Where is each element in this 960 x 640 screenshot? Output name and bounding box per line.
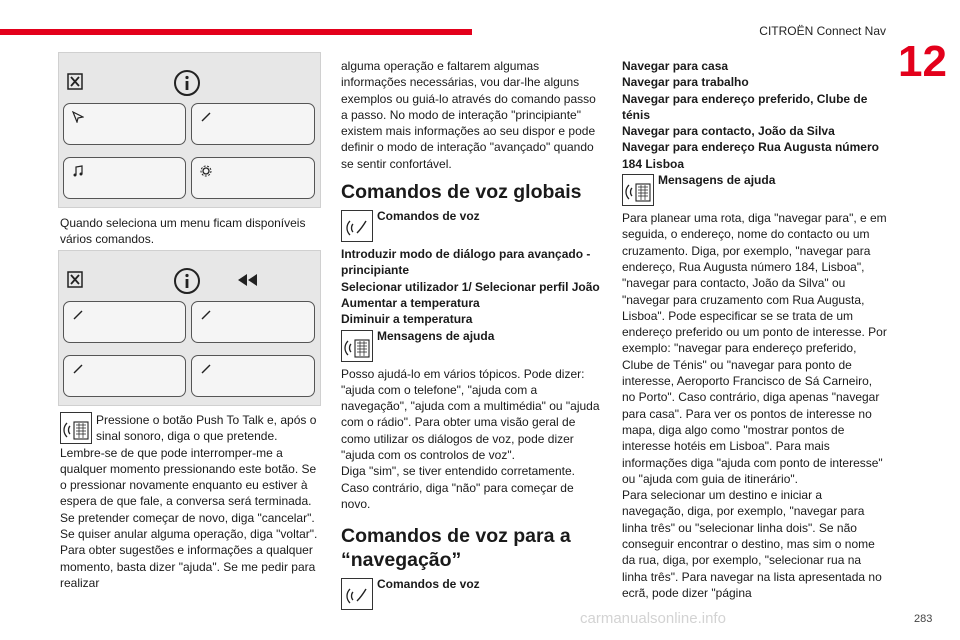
push-to-talk-line2: sinal sonoro, diga o que pretende. [96,429,278,444]
help-messages-row [341,330,603,362]
help-messages-label-2: Mensagens de ajuda [658,173,776,188]
col1-paragraph: Lembre-se de que pode interromper-me a qualquer momento pressionando este botão. Se o pressionar novamente enquanto eu estiver à espera de que fale, a conversa será terminada. Se pretender começar de novo, diga "cancelar". Se quiser anular alguma operação, diga "voltar". Para obter sugestões e informações a qualquer momento, basta dizer "ajuda". Se me pedir para realizar [60,445,318,590]
global-command: Introduzir modo de diálogo para avançado - principiante [341,247,591,278]
info-icon [173,267,201,295]
help-messages-label: Mensagens de ajuda [377,328,495,343]
page-number: 283 [914,613,933,625]
music-note-icon [72,165,84,177]
push-to-talk-icon [60,412,92,444]
header-red-bar [0,29,472,35]
nav-command: Navegar para contacto, João da Silva [622,124,835,139]
nav-command: Navegar para endereço preferido, Clube de ténis [622,91,868,122]
voice-commands-label: Comandos de voz [377,209,480,224]
push-to-talk-line1: Pressione o botão Push To Talk e, após o [96,413,317,427]
chapter-number: 12 [898,37,947,86]
help-messages-icon [341,330,373,362]
col2-help-text2: Diga "sim", se tiver entendido corretamente. Caso contrário, diga "não" para começar de novo. [341,464,575,511]
rewind-icon[interactable] [237,273,259,287]
voice-menu-screenshot-1 [58,52,321,208]
menu-tile-media[interactable] [63,157,186,199]
navigation-arrow-icon [72,111,84,123]
global-command: Selecionar utilizador 1/ Selecionar perfil João [341,279,600,294]
col3-help-text1: Para planear uma rota, diga "navegar para", e em seguida, o endereço, nome do contacto ou um cruzamento. Diga, por exemplo, "navegar para endereço, Rua Augusta número 184, Lisboa", "navegar para contacto, João da Silva" ou "navegar para cruzamento com Rua Augusta, Lisboa". Pode especificar se se trata de um endereço preferido ou um ponto de interesse. Por exemplo: "navegar para endereço preferido, Clube de Ténis" ou "navegar para ponto de interesse, Aeroporto Francisco de Sá Carneiro, no Porto". Caso contrário, diga apenas "navegar para casa". Para ver os pontos de interesse no mapa, diga algo como "mostrar pontos de interesse hotéis em Lisboa". Para mais informações diga "ajuda com ponto de interesse" ou "ajuda com guia de itinerário". [622,211,887,486]
phone-icon [72,363,84,375]
menu-tile-3[interactable] [63,355,186,397]
panel1-caption: Quando seleciona um menu ficam disponíveis vários comandos. [60,216,306,247]
column-1 [60,412,322,591]
col2-help-text1: Posso ajudá-lo em vários tópicos. Pode dizer: "ajuda com o telefone", "ajuda com a navegação", "ajuda com a multimédia" ou "ajuda com o rádio". Para obter uma visão geral de como utilizar os diálogos de voz, pode dizer "ajuda com os controlos de voz". [341,366,600,463]
phone-icon [200,309,212,321]
global-command: Aumentar a temperatura [341,295,480,310]
help-messages-row-2 [622,174,887,206]
menu-tile-settings[interactable] [191,157,315,199]
voice-commands-label-2: Comandos de voz [377,577,480,592]
col2-intro: alguma operação e faltarem algumas informações necessárias, vou dar-lhe alguns exemplos ou guiá-lo através do comando passo a passo. No modo de interação "principiante" existem mais informações ao seu dispor e pode definir o modo de interação "avançado" quando se sentir confortável. [341,59,596,171]
menu-tile-2[interactable] [191,301,315,343]
close-x-icon [67,73,83,90]
voice-menu-screenshot-2 [58,250,321,406]
nav-command: Navegar para trabalho [622,75,749,90]
voice-commands-row [341,210,603,242]
global-command: Diminuir a temperatura [341,312,473,327]
nav-command: Navegar para endereço Rua Augusta número 184 Lisboa [622,140,879,171]
settings-gear-icon [200,165,212,177]
menu-tile-navigation[interactable] [63,103,186,145]
push-to-talk-block [60,412,322,445]
close-x-icon [67,271,83,288]
nav-command: Navegar para casa [622,59,729,73]
watermark: carmanualsonline.info [580,610,726,627]
phone-icon [200,111,212,123]
phone-icon [200,363,212,375]
heading-global-commands: Comandos de voz globais [341,181,582,204]
voice-commands-icon [341,210,373,242]
info-icon [173,69,201,97]
menu-tile-1[interactable] [63,301,186,343]
header-title: CITROËN Connect Nav [759,24,886,38]
col3-help-text2: Para selecionar um destino e iniciar a navegação, diga, por exemplo, "navegar para linha três" ou "selecionar linha dois". Se não conseguir encontrar o destino, mas sim o nome da rua, diga, por exemplo, "selecionar rua na linha três". Para navegar na lista apresentada no ecrã, pode dizer "página [622,488,882,600]
column-2 [341,58,603,614]
phone-icon [72,309,84,321]
menu-tile-4[interactable] [191,355,315,397]
voice-commands-row-2 [341,578,603,610]
menu-tile-phone[interactable] [191,103,315,145]
help-messages-icon [622,174,654,206]
voice-commands-icon [341,578,373,610]
heading-navigation-commands: Comandos de voz para a “navegação” [341,525,571,572]
column-3 [622,58,887,601]
